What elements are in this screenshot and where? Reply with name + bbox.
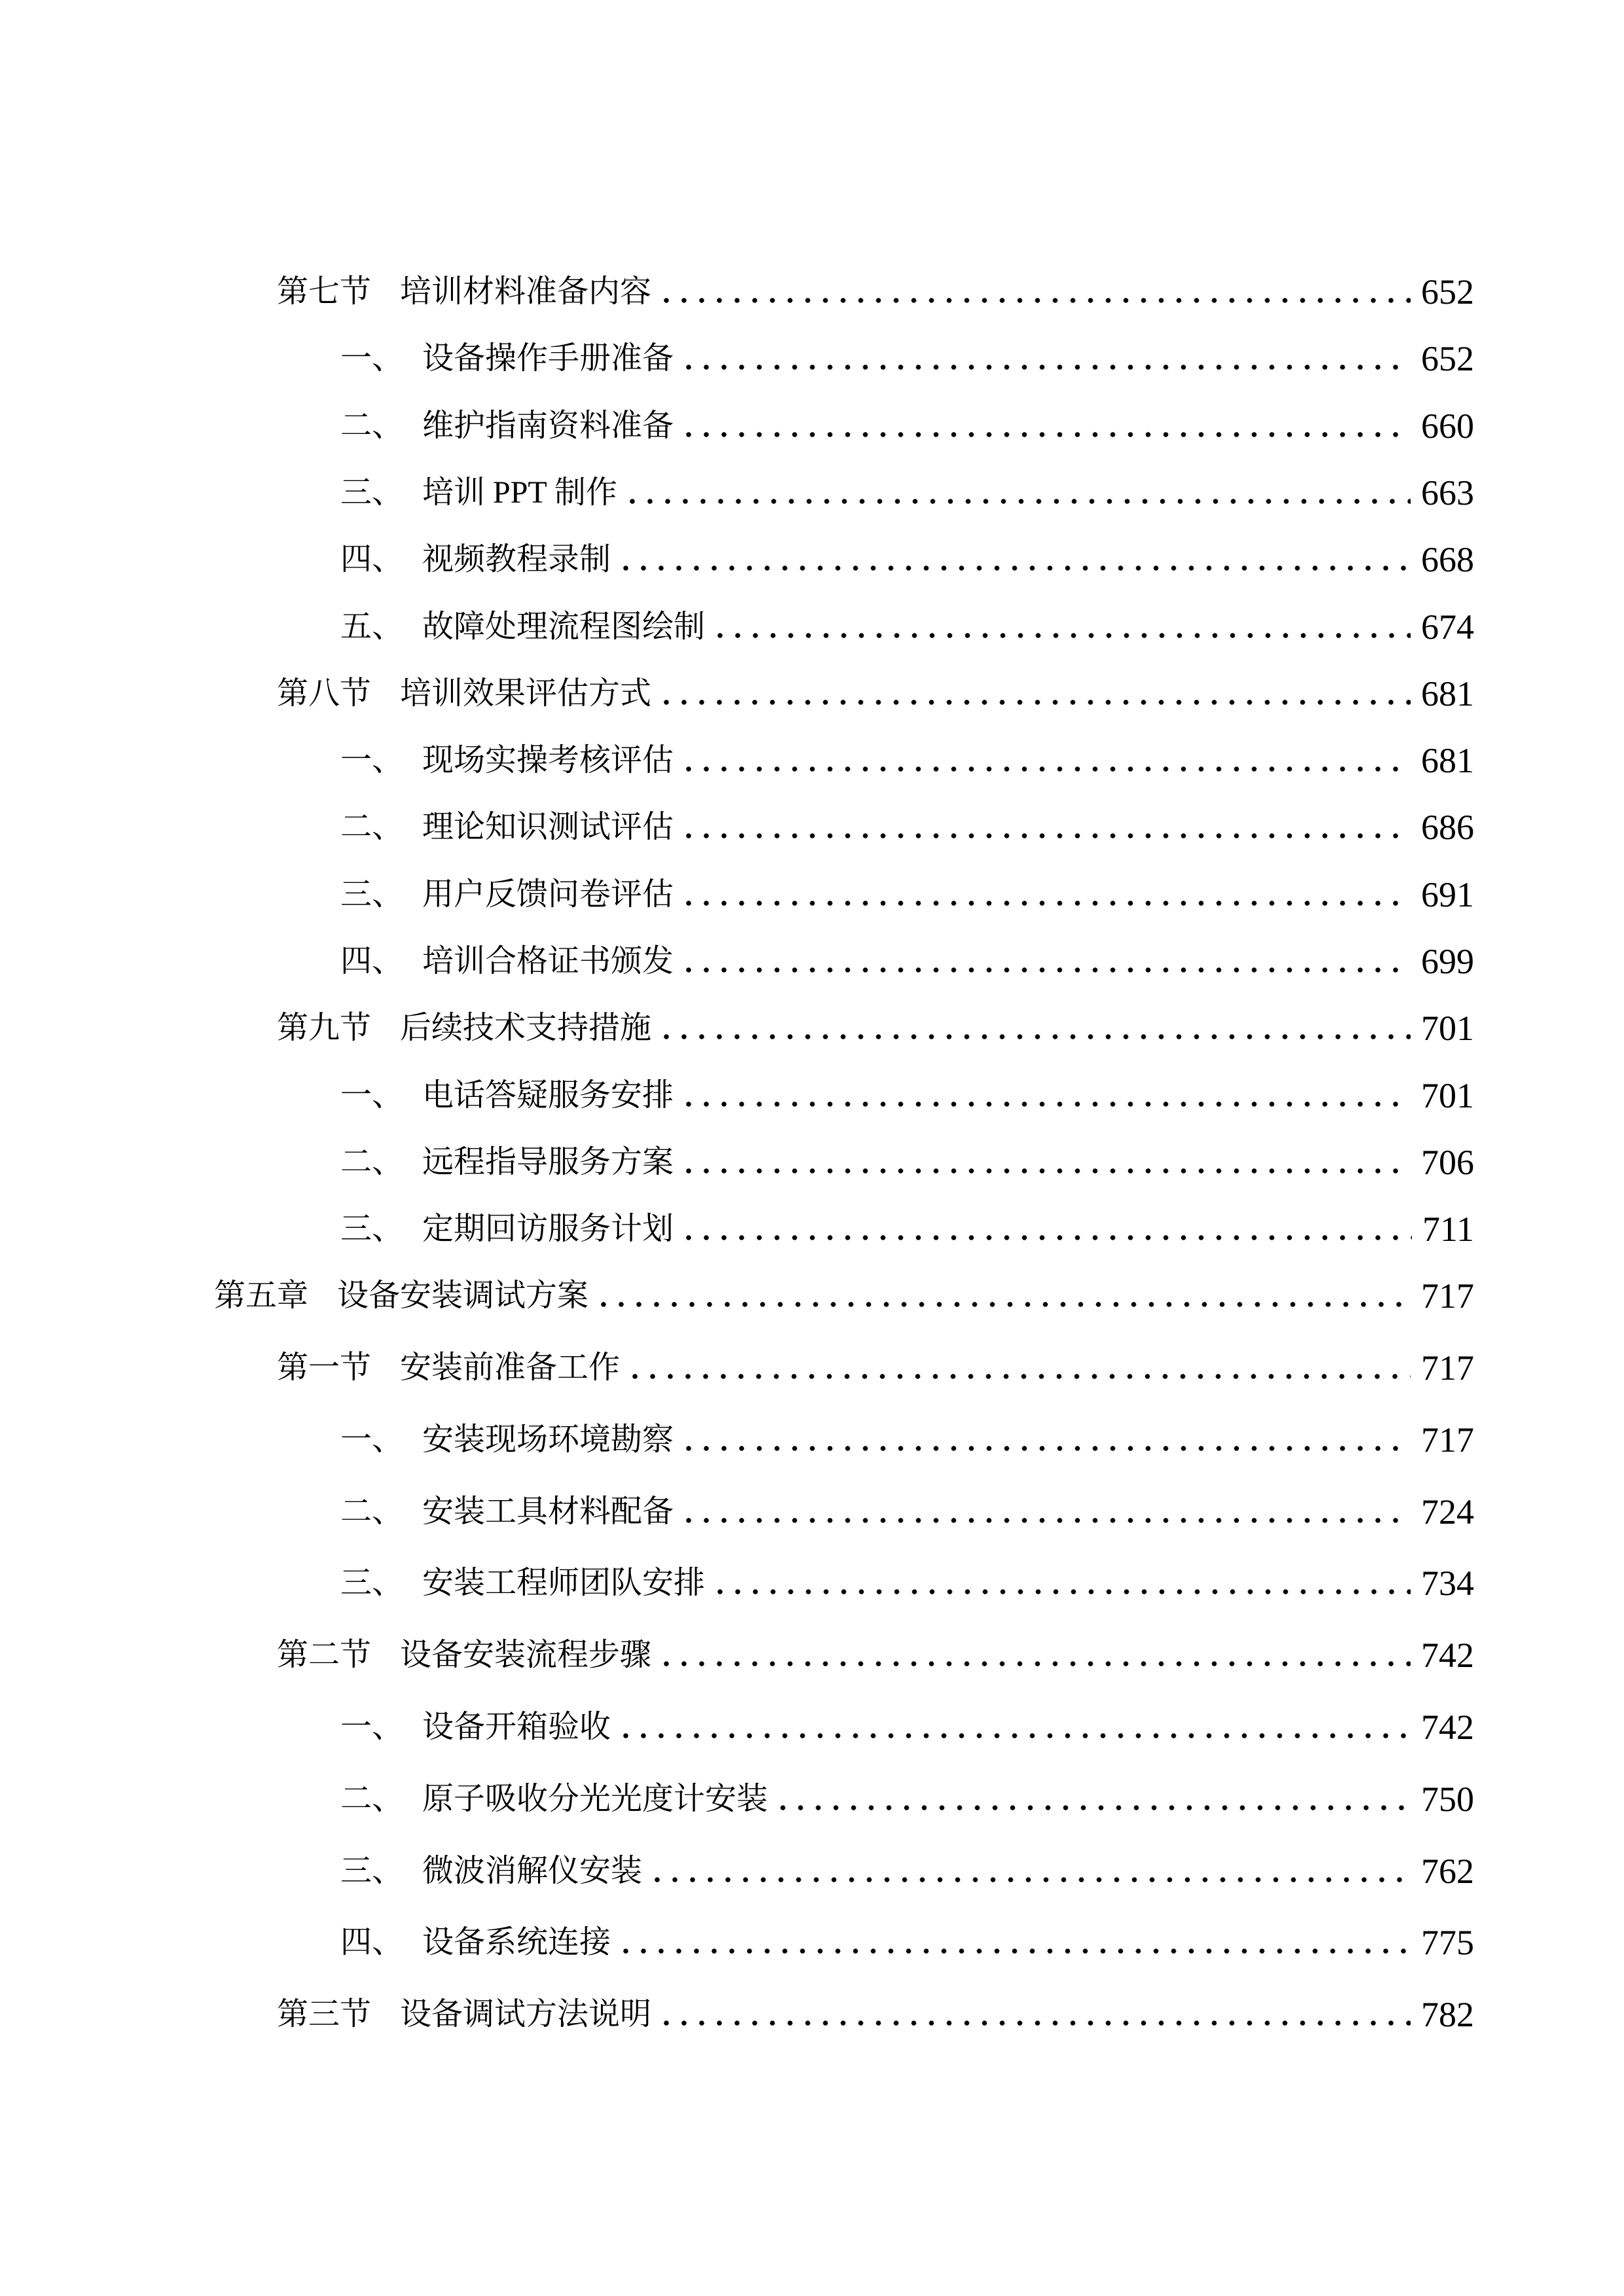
dot-leader-icon: [680, 1443, 1411, 1454]
toc-entry-page-number: 734: [1421, 1564, 1474, 1604]
toc-entry[interactable]: [277, 1008, 1474, 1049]
dot-leader-icon: [680, 898, 1411, 908]
toc-entry-number: 四、: [340, 1925, 404, 1960]
toc-entry-number: 三、: [340, 475, 404, 510]
toc-entry[interactable]: [340, 1075, 1474, 1116]
toc-entry-title: 设备安装流程步骤: [400, 1638, 652, 1673]
dot-leader-icon: [617, 563, 1411, 573]
toc-entry[interactable]: [340, 1420, 1474, 1460]
dot-leader-icon: [595, 1299, 1411, 1310]
toc-entry-page-number: 750: [1421, 1779, 1474, 1819]
toc-entry-number: 二、: [340, 408, 404, 443]
toc-entry[interactable]: [340, 406, 1474, 446]
dot-leader-icon: [658, 295, 1411, 306]
toc-entry-title: 设备开箱验收: [422, 1710, 611, 1744]
dot-leader-icon: [680, 429, 1411, 440]
toc-entry[interactable]: [340, 473, 1474, 513]
dot-leader-icon: [680, 1099, 1411, 1109]
toc-entry-number: 三、: [340, 1853, 404, 1888]
toc-entry-page-number: 717: [1421, 1420, 1474, 1460]
toc-entry[interactable]: [340, 807, 1474, 848]
toc-entry-page-number: 681: [1421, 673, 1474, 713]
toc-entry[interactable]: [340, 1492, 1474, 1532]
toc-entry-page-number: 717: [1421, 1276, 1474, 1316]
toc-entry-page-number: 652: [1421, 272, 1474, 312]
toc-entry-number: 第三节: [277, 1997, 372, 2032]
dot-leader-icon: [680, 1232, 1412, 1243]
toc-entry[interactable]: [340, 874, 1474, 915]
toc-entry-title: 故障处理流程图绘制: [422, 609, 706, 644]
dot-leader-icon: [712, 630, 1411, 641]
toc-entry-page-number: 674: [1421, 607, 1474, 647]
toc-entry-page-number: 681: [1421, 741, 1474, 781]
toc-entry[interactable]: [340, 607, 1474, 647]
toc-entry-number: 三、: [340, 876, 404, 912]
toc-entry-page-number: 762: [1421, 1851, 1474, 1891]
dot-leader-icon: [617, 1946, 1411, 1956]
toc-entry-title: 培训材料准备内容: [400, 274, 652, 309]
toc-entry-page-number: 706: [1421, 1142, 1474, 1182]
dot-leader-icon: [774, 1803, 1411, 1813]
dot-leader-icon: [658, 697, 1411, 708]
toc-entry-number: 第七节: [277, 274, 372, 309]
toc-entry-number: 二、: [340, 1144, 404, 1179]
toc-entry-number: 四、: [340, 944, 404, 978]
toc-entry-title: 原子吸收分光光度计安装: [422, 1781, 768, 1816]
toc-entry-number: 一、: [340, 1710, 404, 1744]
toc-entry[interactable]: [340, 1563, 1474, 1604]
toc-entry-number: 二、: [340, 1494, 404, 1529]
toc-entry-page-number: 711: [1422, 1210, 1474, 1249]
toc-entry-title: 微波消解仪安装: [422, 1853, 643, 1888]
toc-entry-title: 远程指导服务方案: [422, 1144, 674, 1179]
toc-entry-title: 后续技术支持措施: [400, 1011, 652, 1046]
toc-entry-number: 三、: [340, 1566, 404, 1601]
toc-entry[interactable]: [340, 1209, 1474, 1249]
toc-entry-title: 设备调试方法说明: [400, 1997, 652, 2032]
toc-entry[interactable]: [277, 272, 1474, 312]
dot-leader-icon: [624, 496, 1411, 507]
toc-entry-page-number: 686: [1421, 808, 1474, 848]
toc-entry[interactable]: [340, 1142, 1474, 1183]
toc-entry-title: 培训效果评估方式: [400, 675, 652, 711]
dot-leader-icon: [626, 1371, 1411, 1382]
toc-entry-number: 一、: [340, 1422, 404, 1457]
toc-entry-number: 第二节: [277, 1638, 372, 1673]
dot-leader-icon: [680, 831, 1411, 841]
toc-entry-number: 第一节: [277, 1350, 372, 1385]
dot-leader-icon: [658, 2018, 1411, 2028]
toc-entry[interactable]: [214, 1276, 1474, 1316]
toc-entry-page-number: 742: [1421, 1708, 1474, 1747]
toc-entry-title: 培训 PPT 制作: [422, 475, 617, 510]
toc-entry[interactable]: [340, 1779, 1474, 1820]
toc-entry[interactable]: [340, 1922, 1474, 1963]
toc-entry-page-number: 660: [1421, 406, 1474, 446]
toc-entry-title: 设备安装调试方案: [337, 1278, 589, 1313]
toc-entry-number: 一、: [340, 743, 404, 778]
toc-entry-number: 第九节: [277, 1011, 372, 1046]
toc-entry-title: 安装现场环境勘察: [422, 1422, 674, 1457]
toc-entry-page-number: 699: [1421, 942, 1474, 981]
toc-entry-page-number: 663: [1421, 473, 1474, 512]
toc-entry-title: 安装工具材料配备: [422, 1494, 674, 1529]
dot-leader-icon: [712, 1587, 1411, 1597]
toc-entry-title: 安装工程师团队安排: [422, 1566, 706, 1601]
dot-leader-icon: [658, 1031, 1411, 1042]
dot-leader-icon: [680, 362, 1411, 372]
toc-entry-number: 五、: [340, 609, 404, 644]
toc-entry-title: 电话答疑服务安排: [422, 1077, 674, 1113]
dot-leader-icon: [680, 1166, 1411, 1176]
dot-leader-icon: [680, 965, 1411, 975]
toc-entry-title: 维护指南资料准备: [422, 408, 674, 443]
toc-entry-page-number: 691: [1421, 874, 1474, 914]
toc-entry-number: 二、: [340, 810, 404, 845]
toc-entry[interactable]: [340, 1707, 1474, 1748]
toc-entry[interactable]: [340, 740, 1474, 781]
toc-entry-number: 二、: [340, 1781, 404, 1816]
dot-leader-icon: [649, 1874, 1411, 1885]
toc-entry-page-number: 782: [1421, 1995, 1474, 2035]
toc-entry-title: 安装前准备工作: [400, 1350, 621, 1385]
toc-entry-page-number: 701: [1421, 1009, 1474, 1049]
toc-entry-title: 设备系统连接: [422, 1925, 611, 1960]
toc-entry-title: 培训合格证书颁发: [422, 944, 674, 978]
toc-entry-title: 定期回访服务计划: [422, 1211, 674, 1247]
toc-entry-title: 现场实操考核评估: [422, 743, 674, 778]
toc-entry-number: 四、: [340, 542, 404, 577]
dot-leader-icon: [680, 764, 1411, 774]
toc-entry-title: 理论知识测试评估: [422, 810, 674, 845]
toc-entry-number: 一、: [340, 1077, 404, 1113]
toc-entry[interactable]: [277, 1635, 1474, 1676]
toc-entry-title: 设备操作手册准备: [422, 341, 674, 376]
toc-entry[interactable]: [277, 1994, 1474, 2035]
toc-entry-number: 三、: [340, 1211, 404, 1247]
toc-entry-page-number: 724: [1421, 1492, 1474, 1532]
toc-entry-number: 第五章: [214, 1278, 309, 1313]
toc-entry[interactable]: [340, 539, 1474, 580]
toc-entry-page-number: 742: [1421, 1636, 1474, 1676]
toc-entry-number: 第八节: [277, 675, 372, 711]
toc-entry-page-number: 717: [1421, 1348, 1474, 1388]
toc-entry-title: 视频教程录制: [422, 542, 611, 577]
dot-leader-icon: [658, 1659, 1411, 1669]
toc-entry[interactable]: [340, 941, 1474, 982]
dot-leader-icon: [680, 1515, 1411, 1526]
toc-entry-number: 一、: [340, 341, 404, 376]
dot-leader-icon: [617, 1731, 1411, 1741]
toc-entry-page-number: 668: [1421, 540, 1474, 580]
toc-entry[interactable]: [340, 1851, 1474, 1892]
toc-entry[interactable]: [277, 673, 1474, 714]
toc-entry[interactable]: [277, 1348, 1474, 1388]
toc-entry-page-number: 652: [1421, 339, 1474, 379]
toc-entry-page-number: 775: [1421, 1923, 1474, 1963]
toc-entry-title: 用户反馈问卷评估: [422, 876, 674, 912]
toc-entry[interactable]: [340, 338, 1474, 379]
toc-entry-page-number: 701: [1421, 1075, 1474, 1115]
